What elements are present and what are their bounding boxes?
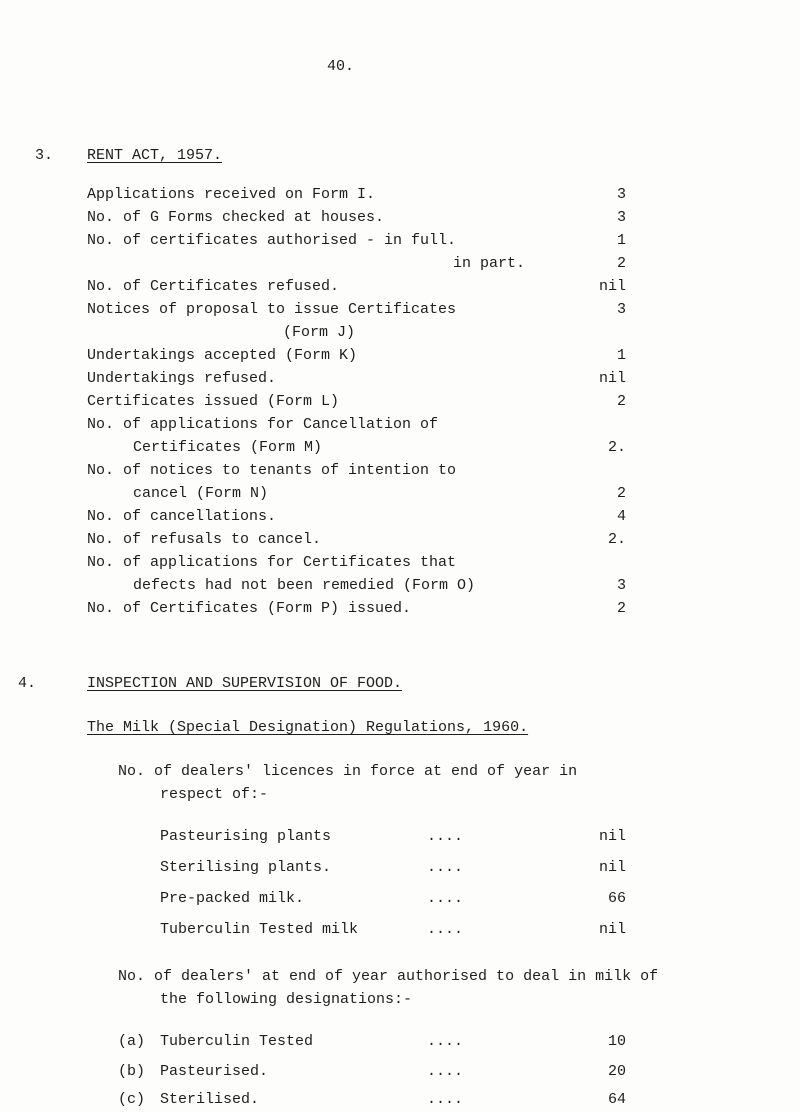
row-value: 1 (616, 347, 626, 364)
row-value: 3 (616, 186, 626, 203)
leader-dots: .... (427, 921, 464, 938)
section-number: 3. (35, 147, 54, 164)
item-label: Pre-packed milk. (160, 890, 305, 907)
row-value: 1 (616, 232, 626, 249)
item-label: Sterilising plants. (160, 859, 332, 876)
row-value: nil (598, 370, 626, 387)
item-label: Sterilised. (160, 1091, 260, 1108)
row-label: (Form J) (283, 324, 356, 341)
row-value: 2 (616, 393, 626, 410)
row-label: No. of cancellations. (87, 508, 277, 525)
section-heading: RENT ACT, 1957. (87, 147, 223, 164)
row-value: 3 (616, 577, 626, 594)
row-label: No. of certificates authorised - in full. (87, 232, 457, 249)
row-value: 2 (616, 600, 626, 617)
row-value: 2. (607, 531, 626, 548)
row-label: Certificates issued (Form L) (87, 393, 340, 410)
section-heading: INSPECTION AND SUPERVISION OF FOOD. (87, 675, 403, 692)
item-value: nil (598, 859, 626, 876)
item-marker: (b) (118, 1063, 146, 1080)
row-label: No. of refusals to cancel. (87, 531, 322, 548)
item-label: Tuberculin Tested (160, 1033, 314, 1050)
row-value: 4 (616, 508, 626, 525)
leader-dots: .... (427, 1063, 464, 1080)
leader-dots: .... (427, 1091, 464, 1108)
dealers-intro: No. of dealers' at end of year authorised to deal in milk of (118, 968, 659, 985)
item-value: nil (598, 921, 626, 938)
row-label: No. of notices to tenants of intention to (87, 462, 457, 479)
item-label: Pasteurised. (160, 1063, 269, 1080)
item-label: Pasteurising plants (160, 828, 332, 845)
item-value: 66 (607, 890, 626, 907)
row-label: defects had not been remedied (Form O) (133, 577, 476, 594)
row-label: No. of Certificates (Form P) issued. (87, 600, 412, 617)
row-label: cancel (Form N) (133, 485, 269, 502)
row-label: No. of Certificates refused. (87, 278, 340, 295)
item-label: Tuberculin Tested milk (160, 921, 359, 938)
regulations-subheading: The Milk (Special Designation) Regulations, 1960. (87, 719, 529, 736)
licences-intro: No. of dealers' licences in force at end of year in (118, 763, 578, 780)
row-value: 2 (616, 485, 626, 502)
item-marker: (a) (118, 1033, 146, 1050)
row-label: No. of applications for Cancellation of (87, 416, 439, 433)
row-value: 3 (616, 209, 626, 226)
row-label: No. of applications for Certificates that (87, 554, 457, 571)
row-label: Undertakings refused. (87, 370, 277, 387)
row-label: in part. (453, 255, 526, 272)
dealers-intro-cont: the following designations:- (160, 991, 413, 1008)
row-value: 2. (607, 439, 626, 456)
row-label: Notices of proposal to issue Certificates (87, 301, 457, 318)
item-marker: (c) (118, 1091, 146, 1108)
leader-dots: .... (427, 890, 464, 907)
item-value: 10 (607, 1033, 626, 1050)
leader-dots: .... (427, 859, 464, 876)
leader-dots: .... (427, 828, 464, 845)
page-number: 40. (327, 58, 355, 75)
item-value: nil (598, 828, 626, 845)
item-value: 20 (607, 1063, 626, 1080)
licences-intro-cont: respect of:- (160, 786, 269, 803)
row-label: No. of G Forms checked at houses. (87, 209, 385, 226)
leader-dots: .... (427, 1033, 464, 1050)
section-number: 4. (18, 675, 37, 692)
row-value: 2 (616, 255, 626, 272)
item-value: 64 (607, 1091, 626, 1108)
row-label: Certificates (Form M) (133, 439, 323, 456)
row-label: Applications received on Form I. (87, 186, 376, 203)
row-value: 3 (616, 301, 626, 318)
row-value: nil (598, 278, 626, 295)
row-label: Undertakings accepted (Form K) (87, 347, 358, 364)
